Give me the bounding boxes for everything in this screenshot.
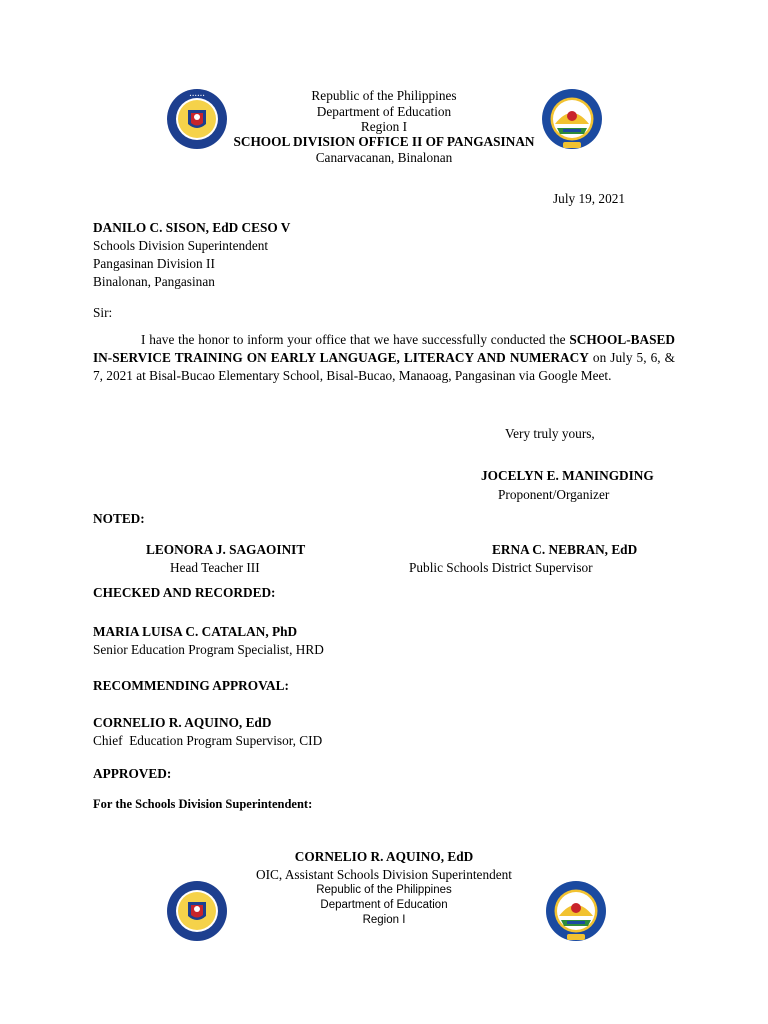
- noted-left-name: LEONORA J. SAGAOINIT: [146, 542, 306, 557]
- footer-region: Region I: [362, 914, 406, 926]
- header-region: Region I: [360, 119, 408, 134]
- recommending-role: Chief Education Program Supervisor, CID: [93, 733, 323, 748]
- header-address: Canarvacanan, Binalonan: [315, 150, 453, 165]
- footer-department: Department of Education: [320, 899, 448, 911]
- deped-seal-footer-icon: [166, 880, 228, 942]
- body-training-title: SCHOOL-BASED IN-SERVICE TRAINING ON EARLY LANGUAGE, LITERACY AND NUMERACY: [93, 332, 675, 365]
- noted-label: NOTED:: [93, 511, 145, 526]
- body-text-after: on July 5, 6, & 7, 2021 at Bisal-Bucao Elementary School, Bisal-Bucao, Manaoag, Pangasinan via Google Meet.: [93, 350, 675, 383]
- checked-name: MARIA LUISA C. CATALAN, PhD: [93, 624, 298, 639]
- approved-label: APPROVED:: [93, 766, 172, 781]
- letter-date: July 19, 2021: [553, 191, 626, 206]
- recipient-title: Schools Division Superintendent: [93, 238, 269, 253]
- proponent-name: JOCELYN E. MANINGDING: [481, 468, 654, 483]
- approved-name: CORNELIO R. AQUINO, EdD: [294, 849, 474, 864]
- salutation: Sir:: [93, 305, 113, 320]
- approved-role: OIC, Assistant Schools Division Superintendent: [256, 867, 512, 882]
- recipient-office: Pangasinan Division II: [93, 256, 215, 271]
- footer-republic: Republic of the Philippines: [316, 884, 452, 896]
- body-text-before: I have the honor to inform your office that we have successfully conducted the: [141, 332, 570, 347]
- svg-text:• • • • • •: • • • • • •: [189, 93, 205, 98]
- body-paragraph: [93, 331, 675, 385]
- header-division-office: SCHOOL DIVISION OFFICE II OF PANGASINAN: [233, 134, 535, 149]
- approved-for-label: For the Schools Division Superintendent:: [93, 797, 313, 811]
- proponent-role: Proponent/Organizer: [498, 487, 610, 502]
- recommending-name: CORNELIO R. AQUINO, EdD: [93, 715, 272, 730]
- checked-role: Senior Education Program Specialist, HRD: [93, 642, 324, 657]
- noted-left-role: Head Teacher III: [170, 560, 260, 575]
- recipient-name: DANILO C. SISON, EdD CESO V: [93, 220, 291, 235]
- recipient-address: Binalonan, Pangasinan: [93, 274, 215, 289]
- checked-label: CHECKED AND RECORDED:: [93, 585, 276, 600]
- recommending-label: RECOMMENDING APPROVAL:: [93, 678, 289, 693]
- noted-right-name: ERNA C. NEBRAN, EdD: [492, 542, 638, 557]
- header-republic: Republic of the Philippines: [311, 88, 457, 103]
- closing: Very truly yours,: [505, 426, 595, 441]
- pangasinan-division-seal-footer-icon: [545, 880, 607, 942]
- noted-right-role: Public Schools District Supervisor: [409, 560, 593, 575]
- header-department: Department of Education: [316, 104, 452, 119]
